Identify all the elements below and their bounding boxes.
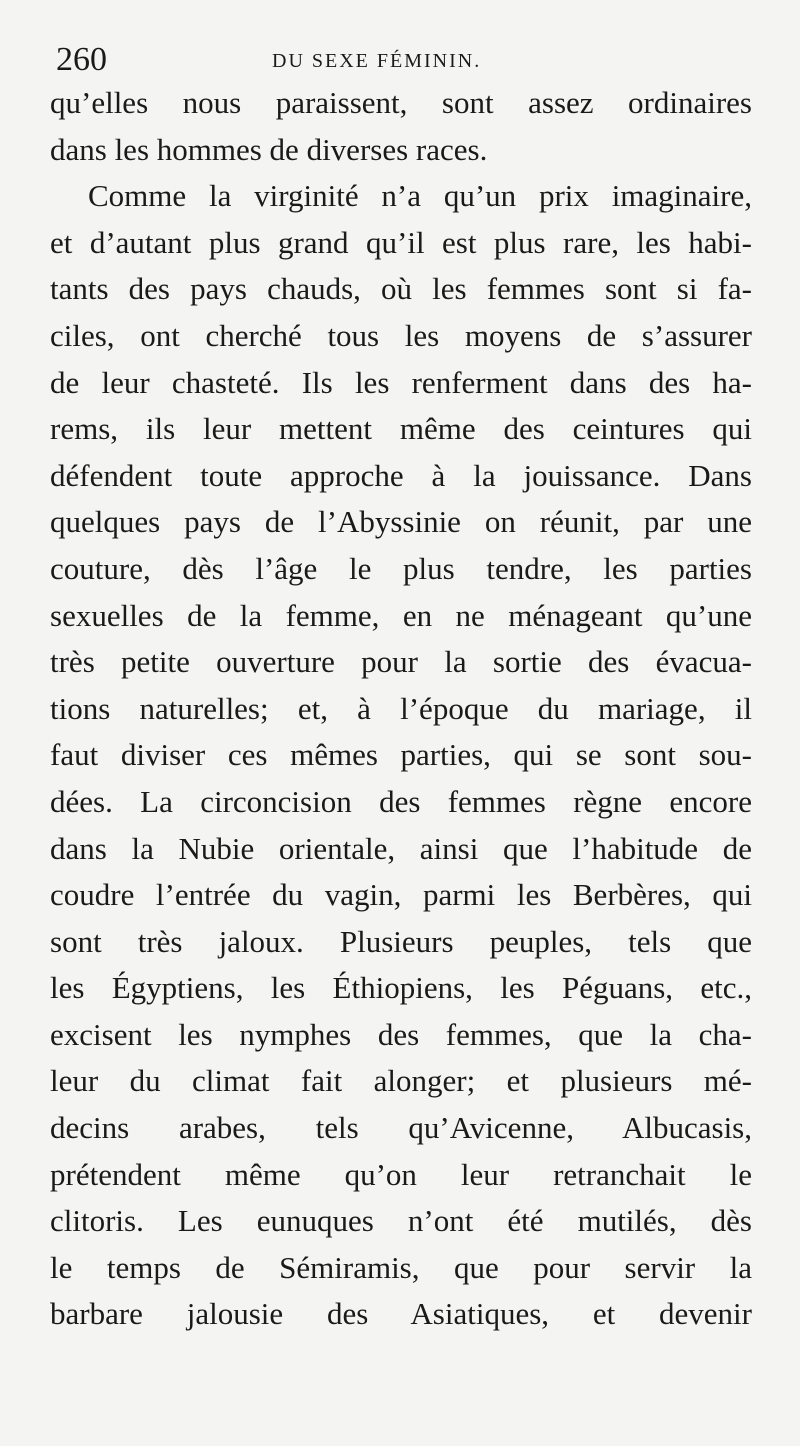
running-head <box>52 40 752 80</box>
body-text <box>50 80 752 1338</box>
text-line: clitoris. Les eunuques n’ont été mutilés, dès <box>50 1203 752 1239</box>
text-line: les Égyptiens, les Éthiopiens, les Péguans, etc., <box>50 970 752 1006</box>
text-line: couture, dès l’âge le plus tendre, les parties <box>50 550 752 586</box>
text-line: de leur chasteté. Ils les renferment dans des ha- <box>50 364 752 400</box>
text-line: tions naturelles; et, à l’époque du mariage, il <box>50 690 752 726</box>
text-line: prétendent même qu’on leur retranchait le <box>50 1156 752 1192</box>
text-line: faut diviser ces mêmes parties, qui se sont sou- <box>50 737 752 773</box>
text-line: défendent toute approche à la jouissance. Dans <box>50 457 752 493</box>
text-line: sont très jaloux. Plusieurs peuples, tels que <box>50 923 752 959</box>
text-line: qu’elles nous paraissent, sont assez ordinaires <box>50 85 752 120</box>
text-line: coudre l’entrée du vagin, parmi les Berbères, qui <box>50 877 752 913</box>
text-line: dans la Nubie orientale, ainsi que l’habitude de <box>50 830 752 866</box>
text-line: quelques pays de l’Abyssinie on réunit, par une <box>50 504 752 540</box>
text-line: rems, ils leur mettent même des ceintures qui <box>50 411 752 447</box>
text-line: decins arabes, tels qu’Avicenne, Albucasis, <box>50 1110 752 1146</box>
text-line: tants des pays chauds, où les femmes sont si fa- <box>50 271 752 307</box>
running-title: DU SEXE FÉMININ. <box>272 50 482 72</box>
text-line: barbare jalousie des Asiatiques, et devenir <box>50 1296 752 1332</box>
text-line: dans les hommes de diverses races. <box>50 131 488 167</box>
text-line: leur du climat fait alonger; et plusieurs mé- <box>50 1063 752 1099</box>
text-line: ciles, ont cherché tous les moyens de s’assurer <box>50 317 752 353</box>
text-line: sexuelles de la femme, en ne ménageant qu’une <box>50 597 752 633</box>
text-line: excisent les nymphes des femmes, que la cha- <box>50 1016 752 1052</box>
text-line: le temps de Sémiramis, que pour servir la <box>50 1249 752 1285</box>
text-line: dées. La circoncision des femmes règne encore <box>50 783 752 819</box>
text-line: très petite ouverture pour la sortie des évacua- <box>50 644 752 680</box>
paragraph-first-line: Comme la virginité n’a qu’un prix imaginaire, <box>88 178 752 214</box>
text-line: et d’autant plus grand qu’il est plus rare, les habi- <box>50 224 752 260</box>
page-number: 260 <box>56 41 107 78</box>
